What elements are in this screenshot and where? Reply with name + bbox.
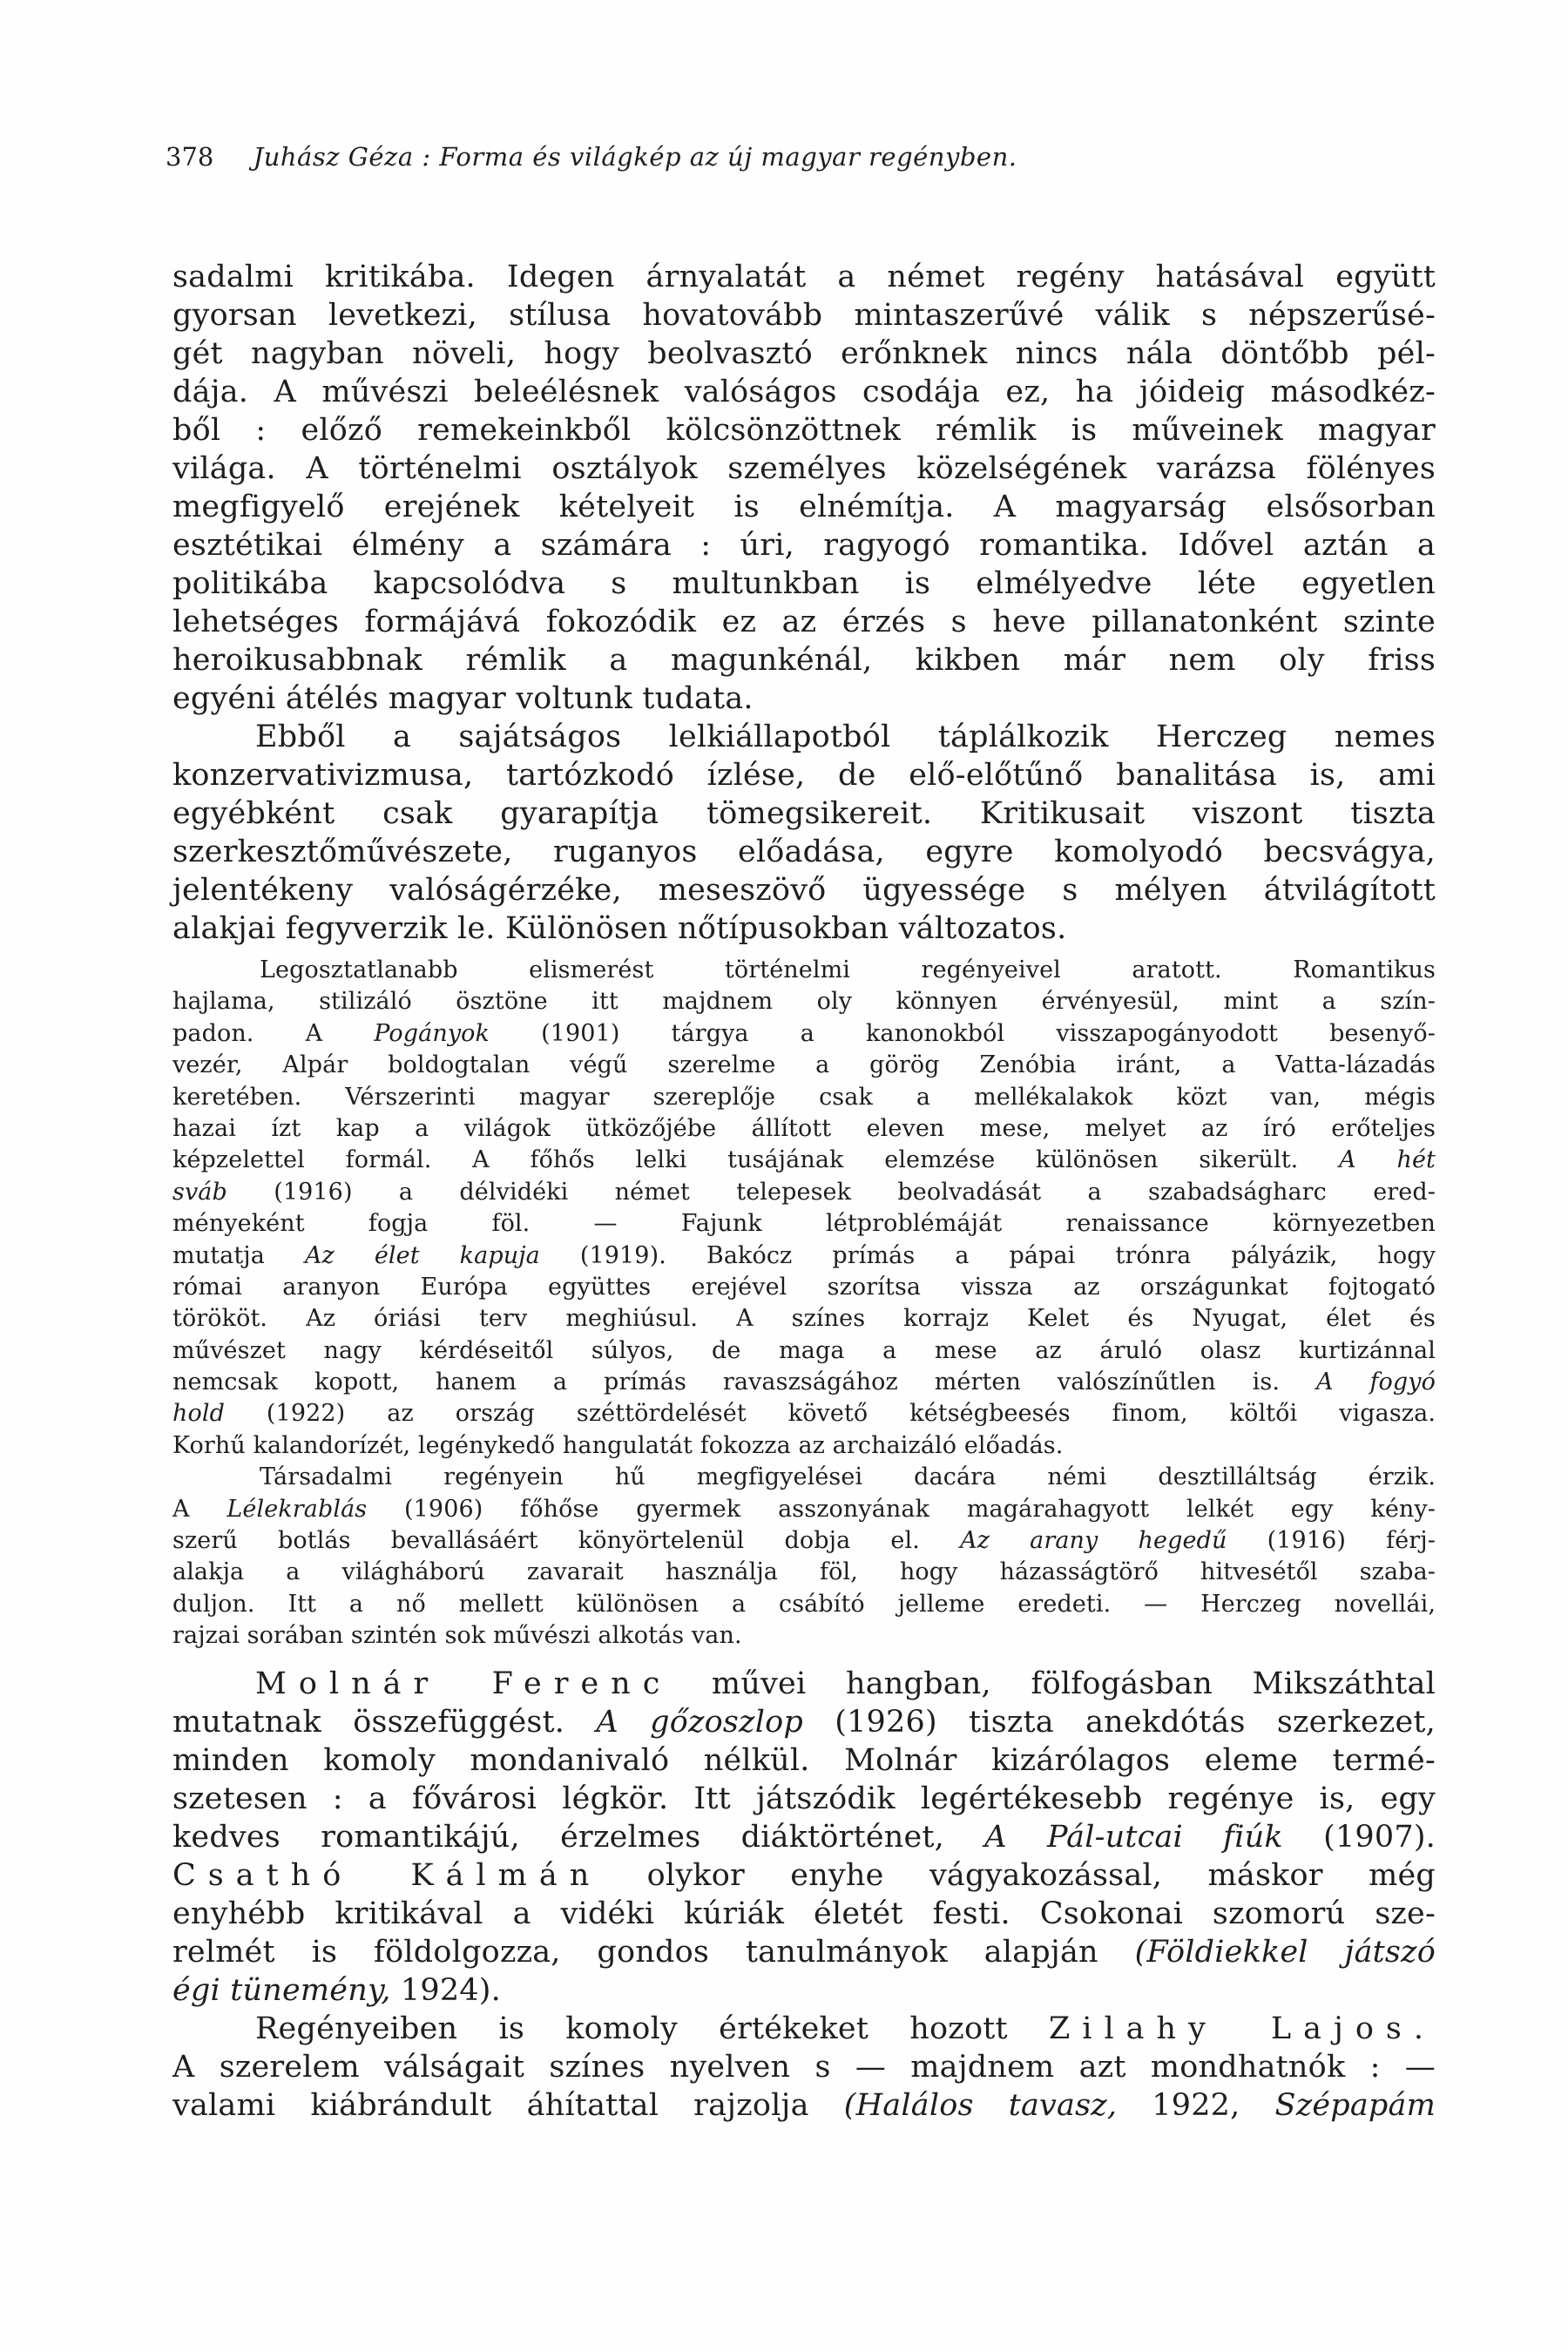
text-run: művei hangban, fölfogásban Mikszáthtal (672, 1666, 1436, 1701)
text-line: Korhű kalandorízét, legénykedő hangulatát fokozza az archaizáló előadás. (172, 1431, 1064, 1459)
work-title: A gőzoszlop (596, 1704, 803, 1740)
text-line (172, 2086, 1436, 2125)
work-title: (Halálos tavasz, (843, 2087, 1118, 2123)
text-line (172, 1177, 1436, 1208)
text-line: lehetséges formájává fokozódik ez az érzés s heve pillanatonként szinte (172, 605, 1436, 639)
text-run: (1916) férj- (1227, 1527, 1436, 1555)
text-line: Társadalmi regényein hű megfigyelései dacára némi desztilláltság érzik. (260, 1463, 1436, 1491)
text-line: dája. A művészi beleélésnek valóságos csodája ez, ha jóideig másodkéz- (172, 375, 1436, 409)
text-line: enyhébb kritikával a vidéki kúriák életét festi. Csokonai szomorú sze- (172, 1896, 1436, 1931)
author-name: Csathó Kálmán (172, 1857, 602, 1893)
text-line (172, 1367, 1436, 1398)
paragraph-3 (172, 1665, 1436, 2010)
text-line: világa. A történelmi osztályok személyes közelségének varázsa fölényes (172, 451, 1436, 486)
small-paragraph-1 (172, 955, 1436, 1462)
text-line: vezér, Alpár boldogtalan végű szerelme a görög Zenóbia iránt, a Vatta-lázadás (172, 1051, 1436, 1079)
text-line: esztétikai élmény a számára : úri, ragyogó romantika. Idővel aztán a (172, 528, 1436, 563)
work-title: Szépapám (1274, 2087, 1436, 2123)
text-line: művészet nagy kérdéseitől súlyos, de maga a mese az áruló olasz kurtizánnal (172, 1336, 1436, 1364)
page-number: 378 (166, 142, 214, 172)
text-run: (1916) a délvidéki német telepesek beolvadását a szabadságharc ered- (226, 1178, 1436, 1206)
text-line: alakja a világháború zavarait használja föl, hogy házasságtörő hitvesétől szaba- (172, 1558, 1436, 1586)
text-run: nemcsak kopott, hanem a prímás ravaszságához mérten valószínűtlen is. (172, 1369, 1316, 1396)
text-run: kedves romantikájú, érzelmes diáktörténet, (172, 1819, 985, 1855)
body-text (172, 258, 1436, 2125)
text-line (172, 1703, 1436, 1741)
text-line: ből : előző remekeinkből kölcsönzöttnek rémlik is műveinek magyar (172, 413, 1436, 448)
author-name: Molnár Ferenc (255, 1666, 672, 1701)
text-line (172, 1018, 1436, 1050)
running-title: Juhász Géza : Forma és világkép az új magyar regényben. (253, 142, 1017, 172)
text-run: (1926) tiszta anekdótás szerkezet, (802, 1704, 1436, 1740)
text-run: Regényeiben is komoly értékeket hozott (255, 2011, 1049, 2046)
text-line: politikába kapcsolódva s multunkban is elmélyedve léte egyetlen (172, 566, 1436, 601)
text-line: ményeként fogja föl. — Fajunk létproblémáját renaissance környezetben (172, 1210, 1436, 1238)
text-line (172, 1933, 1436, 1971)
work-title: A hét (1339, 1146, 1436, 1174)
work-title: Az arany hegedű (960, 1527, 1227, 1555)
work-title: hold (172, 1400, 225, 1428)
text-line (172, 1240, 1436, 1272)
text-line: hajlama, stilizáló ösztöne itt majdnem oly könnyen érvényesül, mint a szín- (172, 988, 1436, 1016)
text-line: szerkesztőművészete, ruganyos előadása, egyre komolyodó becsvágya, (172, 835, 1436, 869)
text-line: megfigyelő erejének kételyeit is elnémítja. A magyarság elsősorban (172, 490, 1436, 524)
text-line: minden komoly mondanivaló nélkül. Molnár kizárólagos eleme termé- (172, 1742, 1436, 1778)
text-run: relmét is földolgozza, gondos tanulmányok alapján (172, 1934, 1135, 1970)
work-title: Az élet kapuja (304, 1241, 540, 1269)
text-run: (1922) az ország széttördelését követő kétségbeesés finom, költői vigasza. (224, 1400, 1436, 1428)
text-line: Legosztatlanabb elismerést történelmi regényeivel aratott. Romantikus (260, 956, 1436, 983)
author-name: Zilahy Lajos. (1048, 2011, 1436, 2046)
text-line: jelentékeny valóságérzéke, meseszövő ügyessége s mélyen átvilágított (172, 873, 1436, 908)
text-run: mutatnak összefüggést. (172, 1704, 597, 1740)
paragraph-2 (172, 718, 1436, 948)
work-title: Lélekrablás (226, 1495, 368, 1523)
text-line: sadalmi kritikába. Idegen árnyalatát a német regény hatásával együtt (172, 260, 1436, 294)
running-head (166, 138, 1429, 176)
text-line (172, 1971, 1436, 2010)
text-run: 1924). (390, 1972, 501, 2008)
work-title: sváb (172, 1178, 227, 1206)
text-line (172, 1398, 1436, 1429)
small-paragraph-2 (172, 1462, 1436, 1652)
text-line: keretében. Vérszerinti magyar szereplője csak a mellékalakok közt van, mégis (172, 1083, 1436, 1111)
text-line: duljon. Itt a nő mellett különösen a csábító jelleme eredeti. — Herczeg novellái, (172, 1590, 1436, 1618)
text-line (172, 1494, 1436, 1525)
text-run: szerű botlás bevallásáért könyörtelenül dobja el. (172, 1527, 961, 1555)
work-title: égi tünemény, (172, 1972, 391, 2008)
text-run: A (172, 1495, 227, 1523)
text-line: rajzai sorában szintén sok művészi alkotás van. (172, 1622, 742, 1650)
text-run: olykor enyhe vágyakozással, máskor még (601, 1857, 1436, 1893)
text-line: alakjai fegyverzik le. Különösen nőtípusokban változatos. (172, 911, 1067, 946)
text-run: (1919). Bakócz prímás a pápai trónra pályázik, hogy (539, 1241, 1436, 1269)
text-line: törököt. Az óriási terv meghiúsul. A színes korrajz Kelet és Nyugat, élet és (172, 1305, 1436, 1333)
paragraph-4 (172, 2010, 1436, 2125)
text-line (172, 1665, 1436, 1703)
text-line: Ebből a sajátságos lelkiállapotból táplálkozik Herczeg nemes (255, 720, 1436, 754)
text-run: (1906) főhőse gyermek asszonyának magárahagyott lelkét egy kény- (367, 1495, 1436, 1523)
work-title: A fogyó (1315, 1369, 1436, 1396)
text-line: konzervativizmusa, tartózkodó ízlése, de elő-előtűnő banalitása is, ami (172, 758, 1436, 793)
text-line: egyébként csak gyarapítja tömegsikereit. Kritikusait viszont tiszta (172, 796, 1436, 831)
text-line: egyéni átélés magyar voltunk tudata. (172, 681, 754, 716)
text-line (172, 1145, 1436, 1176)
text-line: római aranyon Európa együttes erejével szorítsa vissza az országunkat fojtogató (172, 1273, 1436, 1301)
text-line (172, 1856, 1436, 1895)
text-run: képzelettel formál. A főhős lelki tusájának elemzése különösen sikerült. (172, 1146, 1340, 1174)
text-line: hazai ízt kap a világok ütközőjébe állított eleven mese, melyet az író erőteljes (172, 1114, 1436, 1142)
work-title: A Pál-utcai fiúk (984, 1819, 1283, 1855)
text-run: (1901) tárgya a kanonokból visszapogányodott besenyő- (490, 1019, 1436, 1047)
text-run: padon. A (172, 1019, 375, 1047)
text-run: 1922, (1117, 2087, 1275, 2123)
text-run: valami kiábrándult áhítattal rajzolja (172, 2087, 844, 2123)
work-title: (Földiekkel játszó (1134, 1934, 1436, 1970)
text-run: mutatja (172, 1241, 305, 1269)
text-line: heroikusabbnak rémlik a magunkénál, kikben már nem oly friss (172, 643, 1436, 678)
text-line: gyorsan levetkezi, stílusa hovatovább mintaszerűvé válik s népszerűsé- (172, 298, 1436, 333)
text-line (172, 1818, 1436, 1856)
text-line: gét nagyban növeli, hogy beolvasztó erőnknek nincs nála döntőbb pél- (172, 336, 1436, 371)
text-line (172, 2010, 1436, 2048)
text-line (172, 1525, 1436, 1557)
text-run: (1907). (1282, 1819, 1436, 1855)
paragraph-1 (172, 258, 1436, 718)
text-line: A szerelem válságait színes nyelven s — majdnem azt mondhatnók : — (172, 2049, 1436, 2085)
text-line: szetesen : a fővárosi légkör. Itt játszódik legértékesebb regénye is, egy (172, 1781, 1436, 1816)
work-title: Pogányok (374, 1019, 490, 1047)
